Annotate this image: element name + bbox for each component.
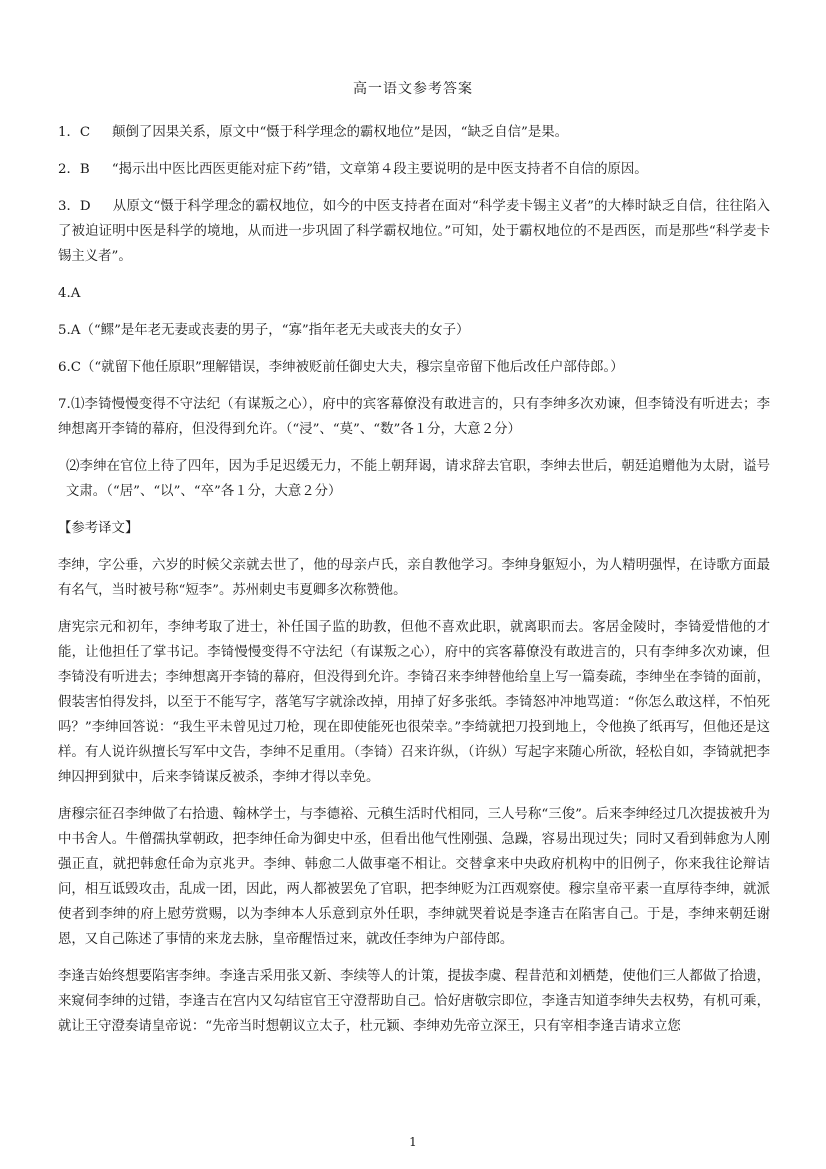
answer-number: 2．B: [58, 162, 90, 177]
answer-7-part-1: 7.⑴李锜慢慢变得不守法纪（有谋叛之心），府中的宾客幕僚没有敢进言的，只有李绅多次劝谏，但李锜没有听进去；李绅想离开李锜的幕府，但没得到允许。（“浸”、“莫”、“数”各１分，大意２分）: [58, 397, 770, 437]
answer-text: “揭示出中医比西医更能对症下药”错，文章第４段主要说明的是中医支持者不自信的原因。: [111, 162, 648, 177]
answer-number: 3．D: [58, 199, 91, 214]
answer-item: [58, 120, 770, 145]
answer-text: 从原文“慑于科学理念的霸权地位，如今的中医支持者在面对“科学麦卡锡主义者”的大棒时缺乏自信，往往陷入了被迫证明中医是科学的境地，从而进一步巩固了科学霸权地位。”可知，处于霸权地位的不是西医，而是那些“科学麦卡锡主义者”。: [58, 199, 770, 264]
answer-6: 6.C（“就留下他任原职”理解错误，李绅被贬前任御史大夫，穆宗皇帝留下他后改任户部侍郎。）: [58, 360, 624, 375]
answer-text: 颠倒了因果关系，原文中“慑于科学理念的霸权地位”是因，“缺乏自信”是果。: [112, 125, 569, 140]
page-title: 高一语文参考答案: [353, 81, 473, 97]
answer-5: 5.A（“鳏”是年老无妻或丧妻的男子，“寡”指年老无夫或丧夫的女子）: [58, 323, 470, 338]
answer-7-part-2: ⑵李绅在官位上待了四年，因为手足迟缓无力，不能上朝拜谒，请求辞去官职，李绅去世后，朝廷追赠他为太尉，谥号文肃。（“居”、“以”、“卒”各１分，大意２分）: [66, 459, 770, 499]
page-number: 1: [409, 1135, 417, 1149]
answer-item: [58, 157, 770, 182]
translation-paragraph: 李逢吉始终想要陷害李绅。李逢吉采用张又新、李续等人的计策，提拔李虞、程昔范和刘栖楚，使他们三人都做了拾遗，来窥伺李绅的过错，李逢吉在宫内又勾结宦官王守澄帮助自己。恰好唐敬宗即位，李逢吉知道李绅失去权势，有机可乘，就让王守澄奏请皇帝说：“先帝当时想朝议立太子，杜元颖、李绅劝先帝立深王，只有宰相李逢吉请求立您: [58, 969, 770, 1034]
answer-number: 1．C: [58, 125, 91, 140]
answer-item: [58, 194, 770, 269]
translation-paragraph: 李绅，字公垂，六岁的时候父亲就去世了，他的母亲卢氏，亲自教他学习。李绅身躯短小，为人精明强悍，在诗歌方面最有名气，当时被号称“短李”。苏州刺史韦夏卿多次称赞他。: [58, 558, 770, 598]
answer-4: 4.A: [58, 286, 81, 301]
document-body: [58, 120, 770, 1051]
reference-translation-heading: 【参考译文】: [58, 521, 139, 536]
translation-paragraph: 唐宪宗元和初年，李绅考取了进士，补任国子监的助教，但他不喜欢此职，就离职而去。客居金陵时，李锜爱惜他的才能，让他担任了掌书记。李锜慢慢变得不守法纪（有谋叛之心），府中的宾客幕僚没有敢进言的，只有李绅多次劝谏，但李锜没有听进去；李绅想离开李锜的幕府，但没得到允许。李锜召来李绅替他给皇上写一篇奏疏，李绅坐在李锜的面前，假装害怕得发抖，以至于不能写字，落笔写字就涂改掉，用掉了好多张纸。李锜怒冲冲地骂道：“你怎么敢这样，不怕死吗？”李绅回答说：“我生平未曾见过刀枪，现在即使能死也很荣幸。”李绮就把刀投到地上，令他换了纸再写，但他还是这样。有人说许纵擅长写军中文告，李绅不足重用。（李锜）召来许纵，（许纵）写起字来随心所欲，轻松自如，李锜就把李绅囚押到狱中，后来李锜谋反被杀，李绅才得以幸免。: [58, 620, 770, 785]
translation-paragraph: 唐穆宗征召李绅做了右拾遗、翰林学士，与李德裕、元稹生活时代相同，三人号称“三俊”。后来李绅经过几次提拔被升为中书舍人。牛僧孺执掌朝政，把李绅任命为御史中丞，但看出他气性刚强、急躁，容易出现过失；同时又看到韩愈为人刚强正直，就把韩愈任命为京兆尹。李绅、韩愈二人做事毫不相让。交替拿来中央政府机构中的旧例子，你来我往论辩诘问，相互诋毁攻击，乱成一团，因此，两人都被罢免了官职，把李绅贬为江西观察使。穆宗皇帝平素一直厚待李绅，就派使者到李绅的府上慰劳赏赐，以为李绅本人乐意到京外任职，李绅就哭着说是李逢吉在陷害自己。于是，李绅来朝廷谢恩，又自己陈述了事情的来龙去脉，皇帝醒悟过来，就改任李绅为户部侍郎。: [58, 807, 770, 947]
